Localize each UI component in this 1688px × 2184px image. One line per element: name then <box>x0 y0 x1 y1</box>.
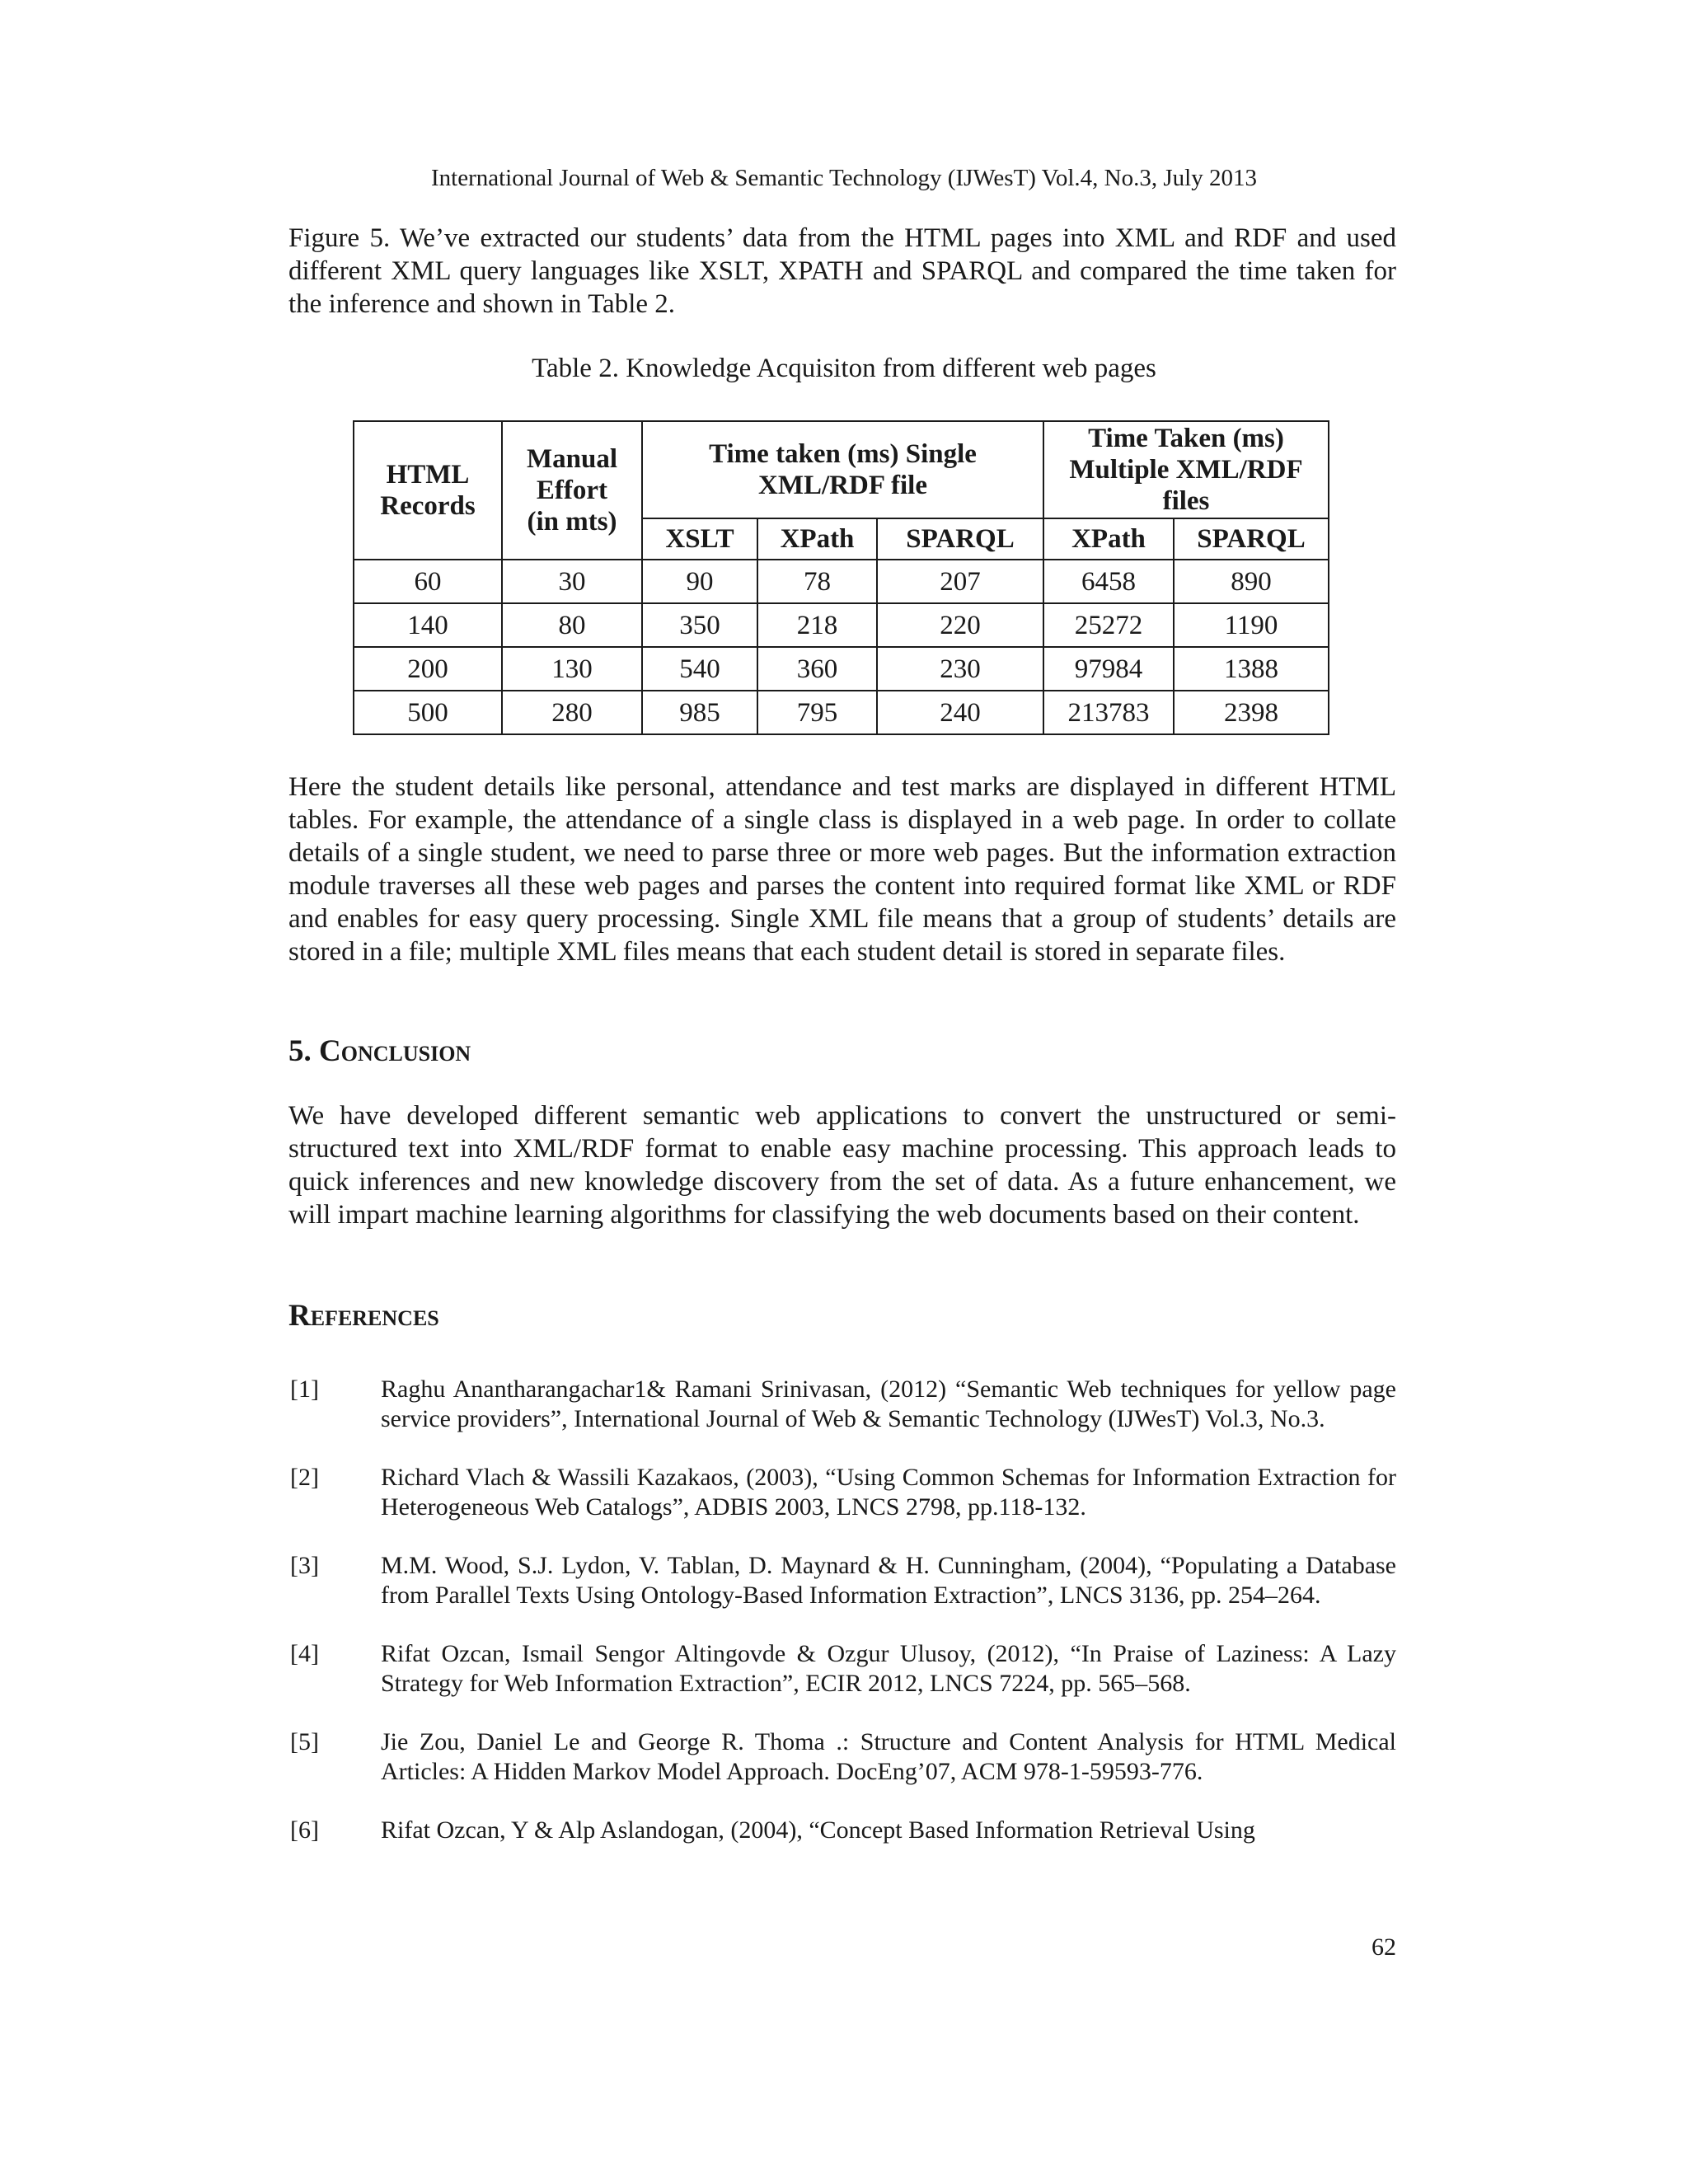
reference-item <box>288 1551 1396 1610</box>
table-header-row <box>354 421 1329 518</box>
reference-item <box>288 1816 1396 1845</box>
cell-sparql-single: 220 <box>877 603 1043 647</box>
discussion-paragraph: Here the student details like personal, attendance and test marks are displayed in different HTML tables. For example, the attendance of a single class is displayed in a web page. In order to collate details of a single student, we need to parse three or more web pages. But the information extraction module traverses all these web pages and parses the content into required format like XML or RDF and enables for easy query processing. Single XML file means that a group of students’ details are stored in a file; multiple XML files means that each student detail is stored in separate files. <box>288 772 1396 967</box>
cell-xpath-multiple: 6458 <box>1043 560 1174 603</box>
reference-text: M.M. Wood, S.J. Lydon, V. Tablan, D. Maynard & H. Cunningham, (2004), “Populating a Database from Parallel Texts Using Ontology-Based Information Extraction”, LNCS 3136, pp. 254–264. <box>381 1552 1396 1609</box>
cell-xpath-multiple: 97984 <box>1043 647 1174 691</box>
reference-number: [4] <box>290 1640 319 1667</box>
cell-xslt: 90 <box>642 560 757 603</box>
header-records <box>354 421 502 560</box>
cell-sparql-multiple: 1190 <box>1174 603 1329 647</box>
journal-header: International Journal of Web & Semantic Technology (IJWesT) Vol.4, No.3, July 2013 <box>431 165 1257 191</box>
header-sparql-single: SPARQL <box>877 518 1043 560</box>
cell-sparql-multiple: 2398 <box>1174 691 1329 734</box>
header-effort <box>502 421 642 560</box>
cell-xslt: 350 <box>642 603 757 647</box>
cell-effort: 130 <box>502 647 642 691</box>
header-xslt: XSLT <box>642 518 757 560</box>
reference-text: Raghu Anantharangachar1& Ramani Srinivasan, (2012) “Semantic Web techniques for yellow page service providers”, International Journal of Web & Semantic Technology (IJWesT) Vol.3, No.3. <box>381 1376 1396 1432</box>
table-caption: Table 2. Knowledge Acquisiton from different web pages <box>532 354 1156 383</box>
cell-sparql-single: 240 <box>877 691 1043 734</box>
cell-effort: 30 <box>502 560 642 603</box>
reference-text: Rifat Ozcan, Ismail Sengor Altingovde & Ozgur Ulusoy, (2012), “In Praise of Laziness: A Lazy Strategy for Web Information Extraction”, ECIR 2012, LNCS 7224, pp. 565–568. <box>381 1640 1396 1697</box>
reference-number: [1] <box>290 1376 319 1403</box>
cell-records: 200 <box>354 647 502 691</box>
cell-xpath-single: 78 <box>757 560 877 603</box>
page-number: 62 <box>1372 1933 1396 1961</box>
cell-effort: 280 <box>502 691 642 734</box>
table-row <box>354 647 1329 691</box>
reference-text: Richard Vlach & Wassili Kazakaos, (2003), “Using Common Schemas for Information Extraction for Heterogeneous Web Catalogs”, ADBIS 2003, LNCS 2798, pp.118-132. <box>381 1464 1396 1521</box>
header-sparql-multiple: SPARQL <box>1174 518 1329 560</box>
reference-text: Jie Zou, Daniel Le and George R. Thoma .: Structure and Content Analysis for HTML Medical Articles: A Hidden Markov Model Approach. DocEng’07, ACM 978-1-59593-776. <box>381 1728 1396 1785</box>
reference-number: [5] <box>290 1728 319 1755</box>
cell-xpath-single: 360 <box>757 647 877 691</box>
cell-sparql-multiple: 1388 <box>1174 647 1329 691</box>
conclusion-paragraph: We have developed different semantic web applications to convert the unstructured or semi-structured text into XML/RDF format to enable easy machine processing. This approach leads to quick inferences and new knowledge discovery from the set of data. As a future enhancement, we will impart machine learning algorithms for classifying the web documents based on their content. <box>288 1101 1396 1230</box>
results-table <box>353 420 1329 735</box>
header-single-group-label: Time taken (ms) Single XML/RDF file <box>709 439 977 500</box>
reference-list <box>288 1375 1396 1845</box>
header-effort-label: Manual Effort (in mts) <box>526 444 618 537</box>
reference-number: [3] <box>290 1552 319 1579</box>
cell-effort: 80 <box>502 603 642 647</box>
cell-sparql-single: 207 <box>877 560 1043 603</box>
conclusion-heading: 5. Conclusion <box>288 1034 471 1068</box>
cell-xpath-multiple: 25272 <box>1043 603 1174 647</box>
reference-number: [2] <box>290 1464 319 1491</box>
header-records-label: HTML Records <box>380 460 476 521</box>
header-xpath-single: XPath <box>757 518 877 560</box>
cell-sparql-single: 230 <box>877 647 1043 691</box>
header-single-group <box>642 421 1043 518</box>
cell-sparql-multiple: 890 <box>1174 560 1329 603</box>
header-multiple-group-label: Time Taken (ms) Multiple XML/RDF files <box>1069 424 1303 516</box>
cell-xpath-single: 218 <box>757 603 877 647</box>
intro-paragraph: Figure 5. We’ve extracted our students’ data from the HTML pages into XML and RDF and used different XML query languages like XSLT, XPATH and SPARQL and compared the time taken for the inference and shown in Table 2. <box>288 223 1396 319</box>
cell-records: 140 <box>354 603 502 647</box>
cell-records: 500 <box>354 691 502 734</box>
reference-number: [6] <box>290 1816 319 1844</box>
header-xpath-multiple: XPath <box>1043 518 1174 560</box>
cell-xslt: 985 <box>642 691 757 734</box>
cell-records: 60 <box>354 560 502 603</box>
reference-text: Rifat Ozcan, Y & Alp Aslandogan, (2004), “Concept Based Information Retrieval Using <box>381 1816 1255 1844</box>
header-multiple-group <box>1043 421 1329 518</box>
reference-item <box>288 1727 1396 1787</box>
references-heading: References <box>288 1299 439 1333</box>
table-row <box>354 691 1329 734</box>
cell-xpath-multiple: 213783 <box>1043 691 1174 734</box>
reference-item <box>288 1463 1396 1522</box>
cell-xpath-single: 795 <box>757 691 877 734</box>
cell-xslt: 540 <box>642 647 757 691</box>
table-row <box>354 560 1329 603</box>
table-row <box>354 603 1329 647</box>
reference-item <box>288 1375 1396 1434</box>
reference-item <box>288 1639 1396 1699</box>
